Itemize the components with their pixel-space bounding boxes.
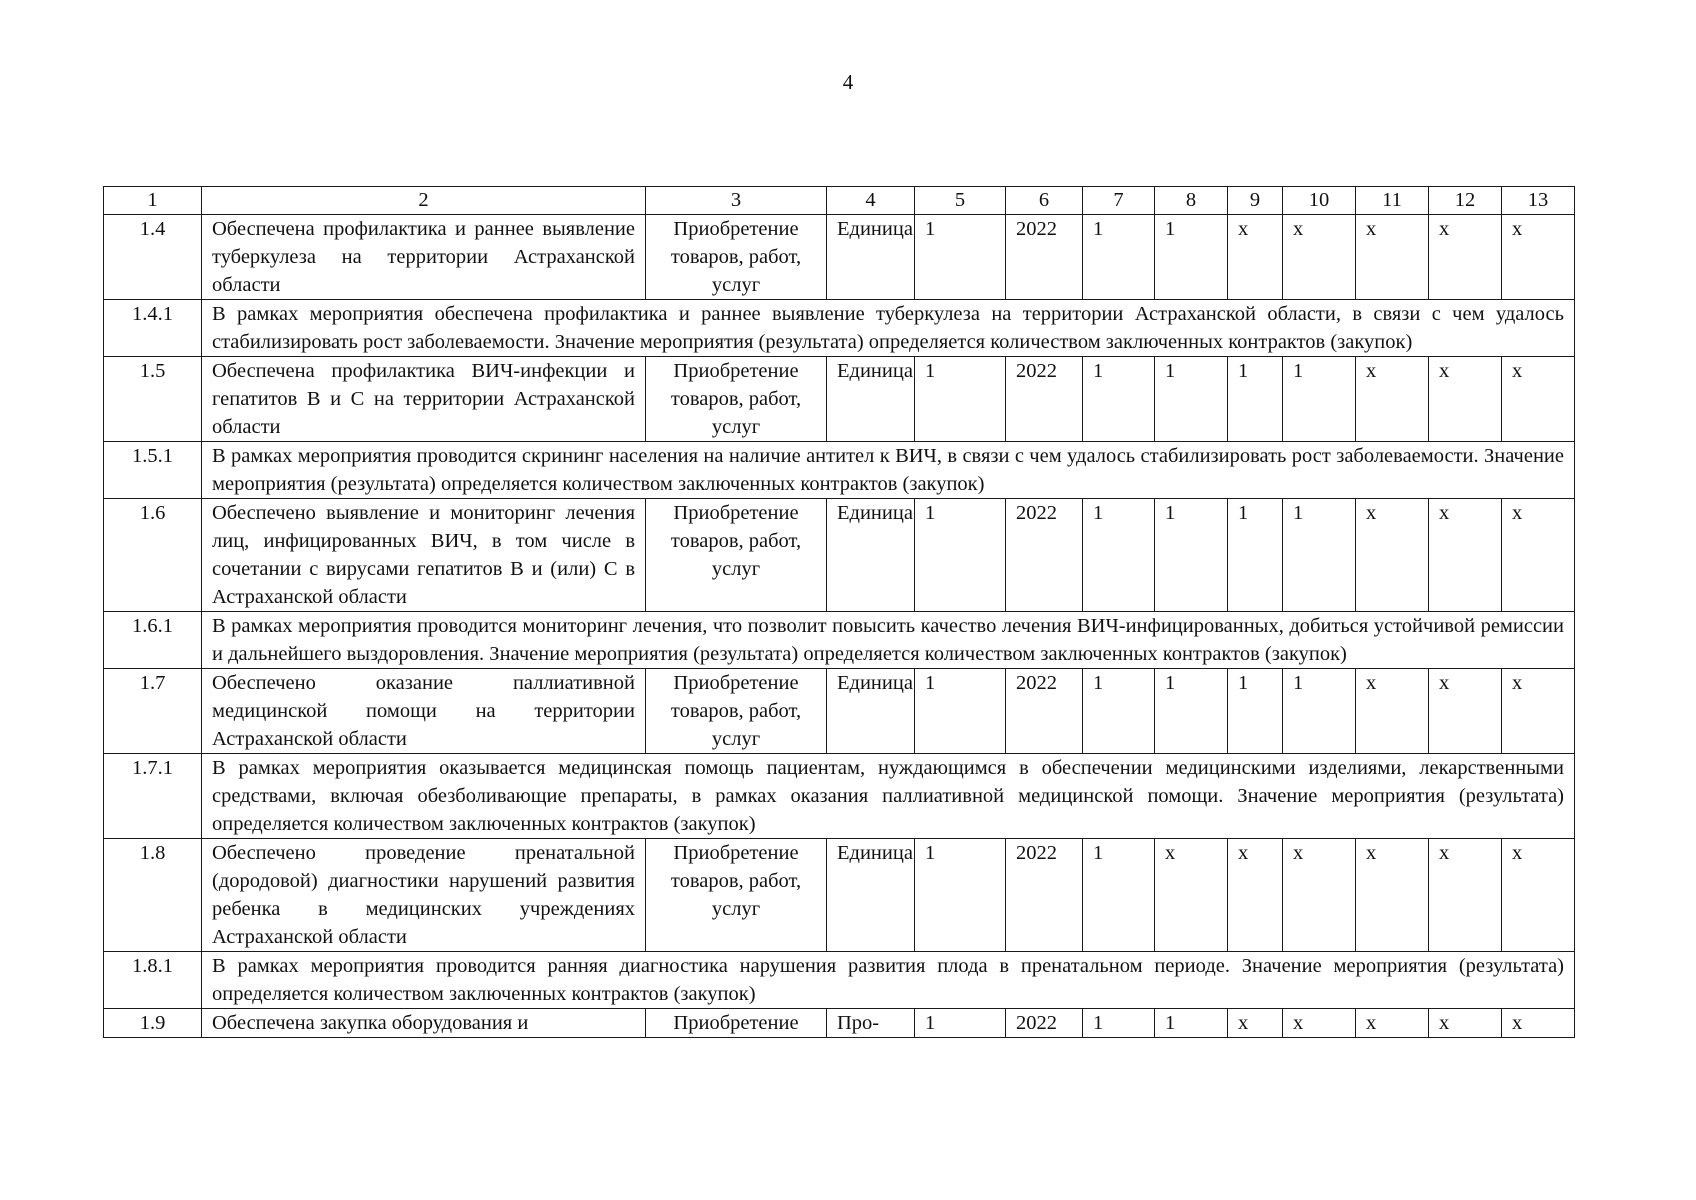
value-cell-5: 1 bbox=[915, 499, 1006, 612]
value-cell-6: 2022 bbox=[1006, 1009, 1083, 1038]
column-number: 7 bbox=[1083, 187, 1155, 215]
activity-type: Приобретение товаров, работ, услуг bbox=[646, 839, 827, 952]
value-cell-6: 2022 bbox=[1006, 215, 1083, 300]
result-description-row bbox=[104, 952, 1575, 1009]
row-number: 1.4 bbox=[104, 215, 202, 300]
value-cell-5: 1 bbox=[915, 357, 1006, 442]
activity-name: Обеспечена профилактика и раннее выявление туберкулеза на территории Астраханской области bbox=[202, 215, 646, 300]
result-description: В рамках мероприятия оказывается медицинская помощь пациентам, нуждающимся в обеспечении медицинскими изделиями, лекарственными средствами, включая обезболивающие препараты, в рамках оказания паллиативной медицинской помощи. Значение мероприятия (результата) определяется количеством заключенных контрактов (закупок) bbox=[202, 754, 1575, 839]
result-description: В рамках мероприятия проводится ранняя диагностика нарушения развития плода в пренатальном периоде. Значение мероприятия (результата) определяется количеством заключенных контрактов (закупок) bbox=[202, 952, 1575, 1009]
column-number: 10 bbox=[1283, 187, 1356, 215]
value-cell-10: 1 bbox=[1283, 669, 1356, 754]
row-number: 1.6.1 bbox=[104, 612, 202, 669]
result-description: В рамках мероприятия проводится скрининг населения на наличие антител к ВИЧ, в связи с чем удалось стабилизировать рост заболеваемости. Значение мероприятия (результата) определяется количеством заключенных контрактов (закупок) bbox=[202, 442, 1575, 499]
column-number: 1 bbox=[104, 187, 202, 215]
value-cell-5: 1 bbox=[915, 669, 1006, 754]
activity-name: Обеспечено оказание паллиативной медицинской помощи на территории Астраханской области bbox=[202, 669, 646, 754]
value-cell-13: x bbox=[1502, 669, 1575, 754]
value-cell-11: x bbox=[1356, 669, 1429, 754]
unit-of-measure: Про- bbox=[827, 1009, 915, 1038]
value-cell-9: x bbox=[1228, 1009, 1283, 1038]
activity-row bbox=[104, 1009, 1575, 1038]
value-cell-7: 1 bbox=[1083, 669, 1155, 754]
result-description-row bbox=[104, 754, 1575, 839]
column-number: 11 bbox=[1356, 187, 1429, 215]
row-number: 1.7.1 bbox=[104, 754, 202, 839]
column-number: 8 bbox=[1155, 187, 1228, 215]
value-cell-6: 2022 bbox=[1006, 839, 1083, 952]
value-cell-10: x bbox=[1283, 215, 1356, 300]
value-cell-10: x bbox=[1283, 1009, 1356, 1038]
value-cell-13: x bbox=[1502, 357, 1575, 442]
row-number: 1.5 bbox=[104, 357, 202, 442]
value-cell-9: 1 bbox=[1228, 357, 1283, 442]
value-cell-9: 1 bbox=[1228, 499, 1283, 612]
column-number-row bbox=[104, 187, 1575, 215]
column-number: 2 bbox=[202, 187, 646, 215]
activity-name: Обеспечена закупка оборудования и bbox=[202, 1009, 646, 1038]
column-number: 9 bbox=[1228, 187, 1283, 215]
value-cell-12: x bbox=[1429, 1009, 1502, 1038]
row-number: 1.9 bbox=[104, 1009, 202, 1038]
value-cell-7: 1 bbox=[1083, 839, 1155, 952]
row-number: 1.8 bbox=[104, 839, 202, 952]
activity-type: Приобретение bbox=[646, 1009, 827, 1038]
page-number: 4 bbox=[842, 70, 854, 94]
column-number: 13 bbox=[1502, 187, 1575, 215]
activity-type: Приобретение товаров, работ, услуг bbox=[646, 357, 827, 442]
value-cell-5: 1 bbox=[915, 839, 1006, 952]
unit-of-measure: Единица bbox=[827, 215, 915, 300]
value-cell-12: x bbox=[1429, 669, 1502, 754]
row-number: 1.5.1 bbox=[104, 442, 202, 499]
activity-row bbox=[104, 215, 1575, 300]
value-cell-6: 2022 bbox=[1006, 669, 1083, 754]
activity-name: Обеспечено проведение пренатальной (дородовой) диагностики нарушений развития ребенка в медицинских учреждениях Астраханской области bbox=[202, 839, 646, 952]
activity-row bbox=[104, 669, 1575, 754]
value-cell-5: 1 bbox=[915, 1009, 1006, 1038]
unit-of-measure: Единица bbox=[827, 499, 915, 612]
value-cell-8: 1 bbox=[1155, 1009, 1228, 1038]
row-number: 1.8.1 bbox=[104, 952, 202, 1009]
column-number: 12 bbox=[1429, 187, 1502, 215]
value-cell-12: x bbox=[1429, 357, 1502, 442]
value-cell-7: 1 bbox=[1083, 357, 1155, 442]
value-cell-10: 1 bbox=[1283, 357, 1356, 442]
value-cell-7: 1 bbox=[1083, 499, 1155, 612]
activity-type: Приобретение товаров, работ, услуг bbox=[646, 215, 827, 300]
result-description: В рамках мероприятия обеспечена профилактика и раннее выявление туберкулеза на территории Астраханской области, в связи с чем удалось стабилизировать рост заболеваемости. Значение мероприятия (результата) определяется количеством заключенных контрактов (закупок) bbox=[202, 300, 1575, 357]
unit-of-measure: Единица bbox=[827, 669, 915, 754]
activities-table bbox=[103, 186, 1575, 1038]
activity-name: Обеспечено выявление и мониторинг лечения лиц, инфицированных ВИЧ, в том числе в сочетании с вирусами гепатитов В и (или) С в Астраханской области bbox=[202, 499, 646, 612]
value-cell-11: x bbox=[1356, 499, 1429, 612]
value-cell-12: x bbox=[1429, 499, 1502, 612]
value-cell-5: 1 bbox=[915, 215, 1006, 300]
value-cell-10: x bbox=[1283, 839, 1356, 952]
column-number: 4 bbox=[827, 187, 915, 215]
value-cell-9: 1 bbox=[1228, 669, 1283, 754]
value-cell-9: x bbox=[1228, 839, 1283, 952]
unit-of-measure: Единица bbox=[827, 839, 915, 952]
value-cell-13: x bbox=[1502, 1009, 1575, 1038]
result-description: В рамках мероприятия проводится мониторинг лечения, что позволит повысить качество лечения ВИЧ-инфицированных, добиться устойчивой ремиссии и дальнейшего выздоровления. Значение мероприятия (результата) определяется количеством заключенных контрактов (закупок) bbox=[202, 612, 1575, 669]
column-number: 5 bbox=[915, 187, 1006, 215]
result-description-row bbox=[104, 300, 1575, 357]
value-cell-8: x bbox=[1155, 839, 1228, 952]
value-cell-11: x bbox=[1356, 357, 1429, 442]
result-description-row bbox=[104, 612, 1575, 669]
activity-row bbox=[104, 499, 1575, 612]
value-cell-11: x bbox=[1356, 839, 1429, 952]
unit-of-measure: Единица bbox=[827, 357, 915, 442]
activity-row bbox=[104, 357, 1575, 442]
value-cell-7: 1 bbox=[1083, 215, 1155, 300]
value-cell-12: x bbox=[1429, 839, 1502, 952]
row-number: 1.4.1 bbox=[104, 300, 202, 357]
column-number: 6 bbox=[1006, 187, 1083, 215]
row-number: 1.6 bbox=[104, 499, 202, 612]
value-cell-7: 1 bbox=[1083, 1009, 1155, 1038]
value-cell-11: x bbox=[1356, 1009, 1429, 1038]
value-cell-10: 1 bbox=[1283, 499, 1356, 612]
column-number: 3 bbox=[646, 187, 827, 215]
value-cell-12: x bbox=[1429, 215, 1502, 300]
value-cell-8: 1 bbox=[1155, 357, 1228, 442]
activity-name: Обеспечена профилактика ВИЧ-инфекции и гепатитов В и С на территории Астраханской области bbox=[202, 357, 646, 442]
value-cell-13: x bbox=[1502, 215, 1575, 300]
activity-row bbox=[104, 839, 1575, 952]
activity-type: Приобретение товаров, работ, услуг bbox=[646, 669, 827, 754]
value-cell-11: x bbox=[1356, 215, 1429, 300]
value-cell-6: 2022 bbox=[1006, 499, 1083, 612]
value-cell-8: 1 bbox=[1155, 499, 1228, 612]
activity-type: Приобретение товаров, работ, услуг bbox=[646, 499, 827, 612]
result-description-row bbox=[104, 442, 1575, 499]
value-cell-6: 2022 bbox=[1006, 357, 1083, 442]
row-number: 1.7 bbox=[104, 669, 202, 754]
value-cell-13: x bbox=[1502, 839, 1575, 952]
value-cell-8: 1 bbox=[1155, 215, 1228, 300]
value-cell-8: 1 bbox=[1155, 669, 1228, 754]
value-cell-9: x bbox=[1228, 215, 1283, 300]
value-cell-13: x bbox=[1502, 499, 1575, 612]
